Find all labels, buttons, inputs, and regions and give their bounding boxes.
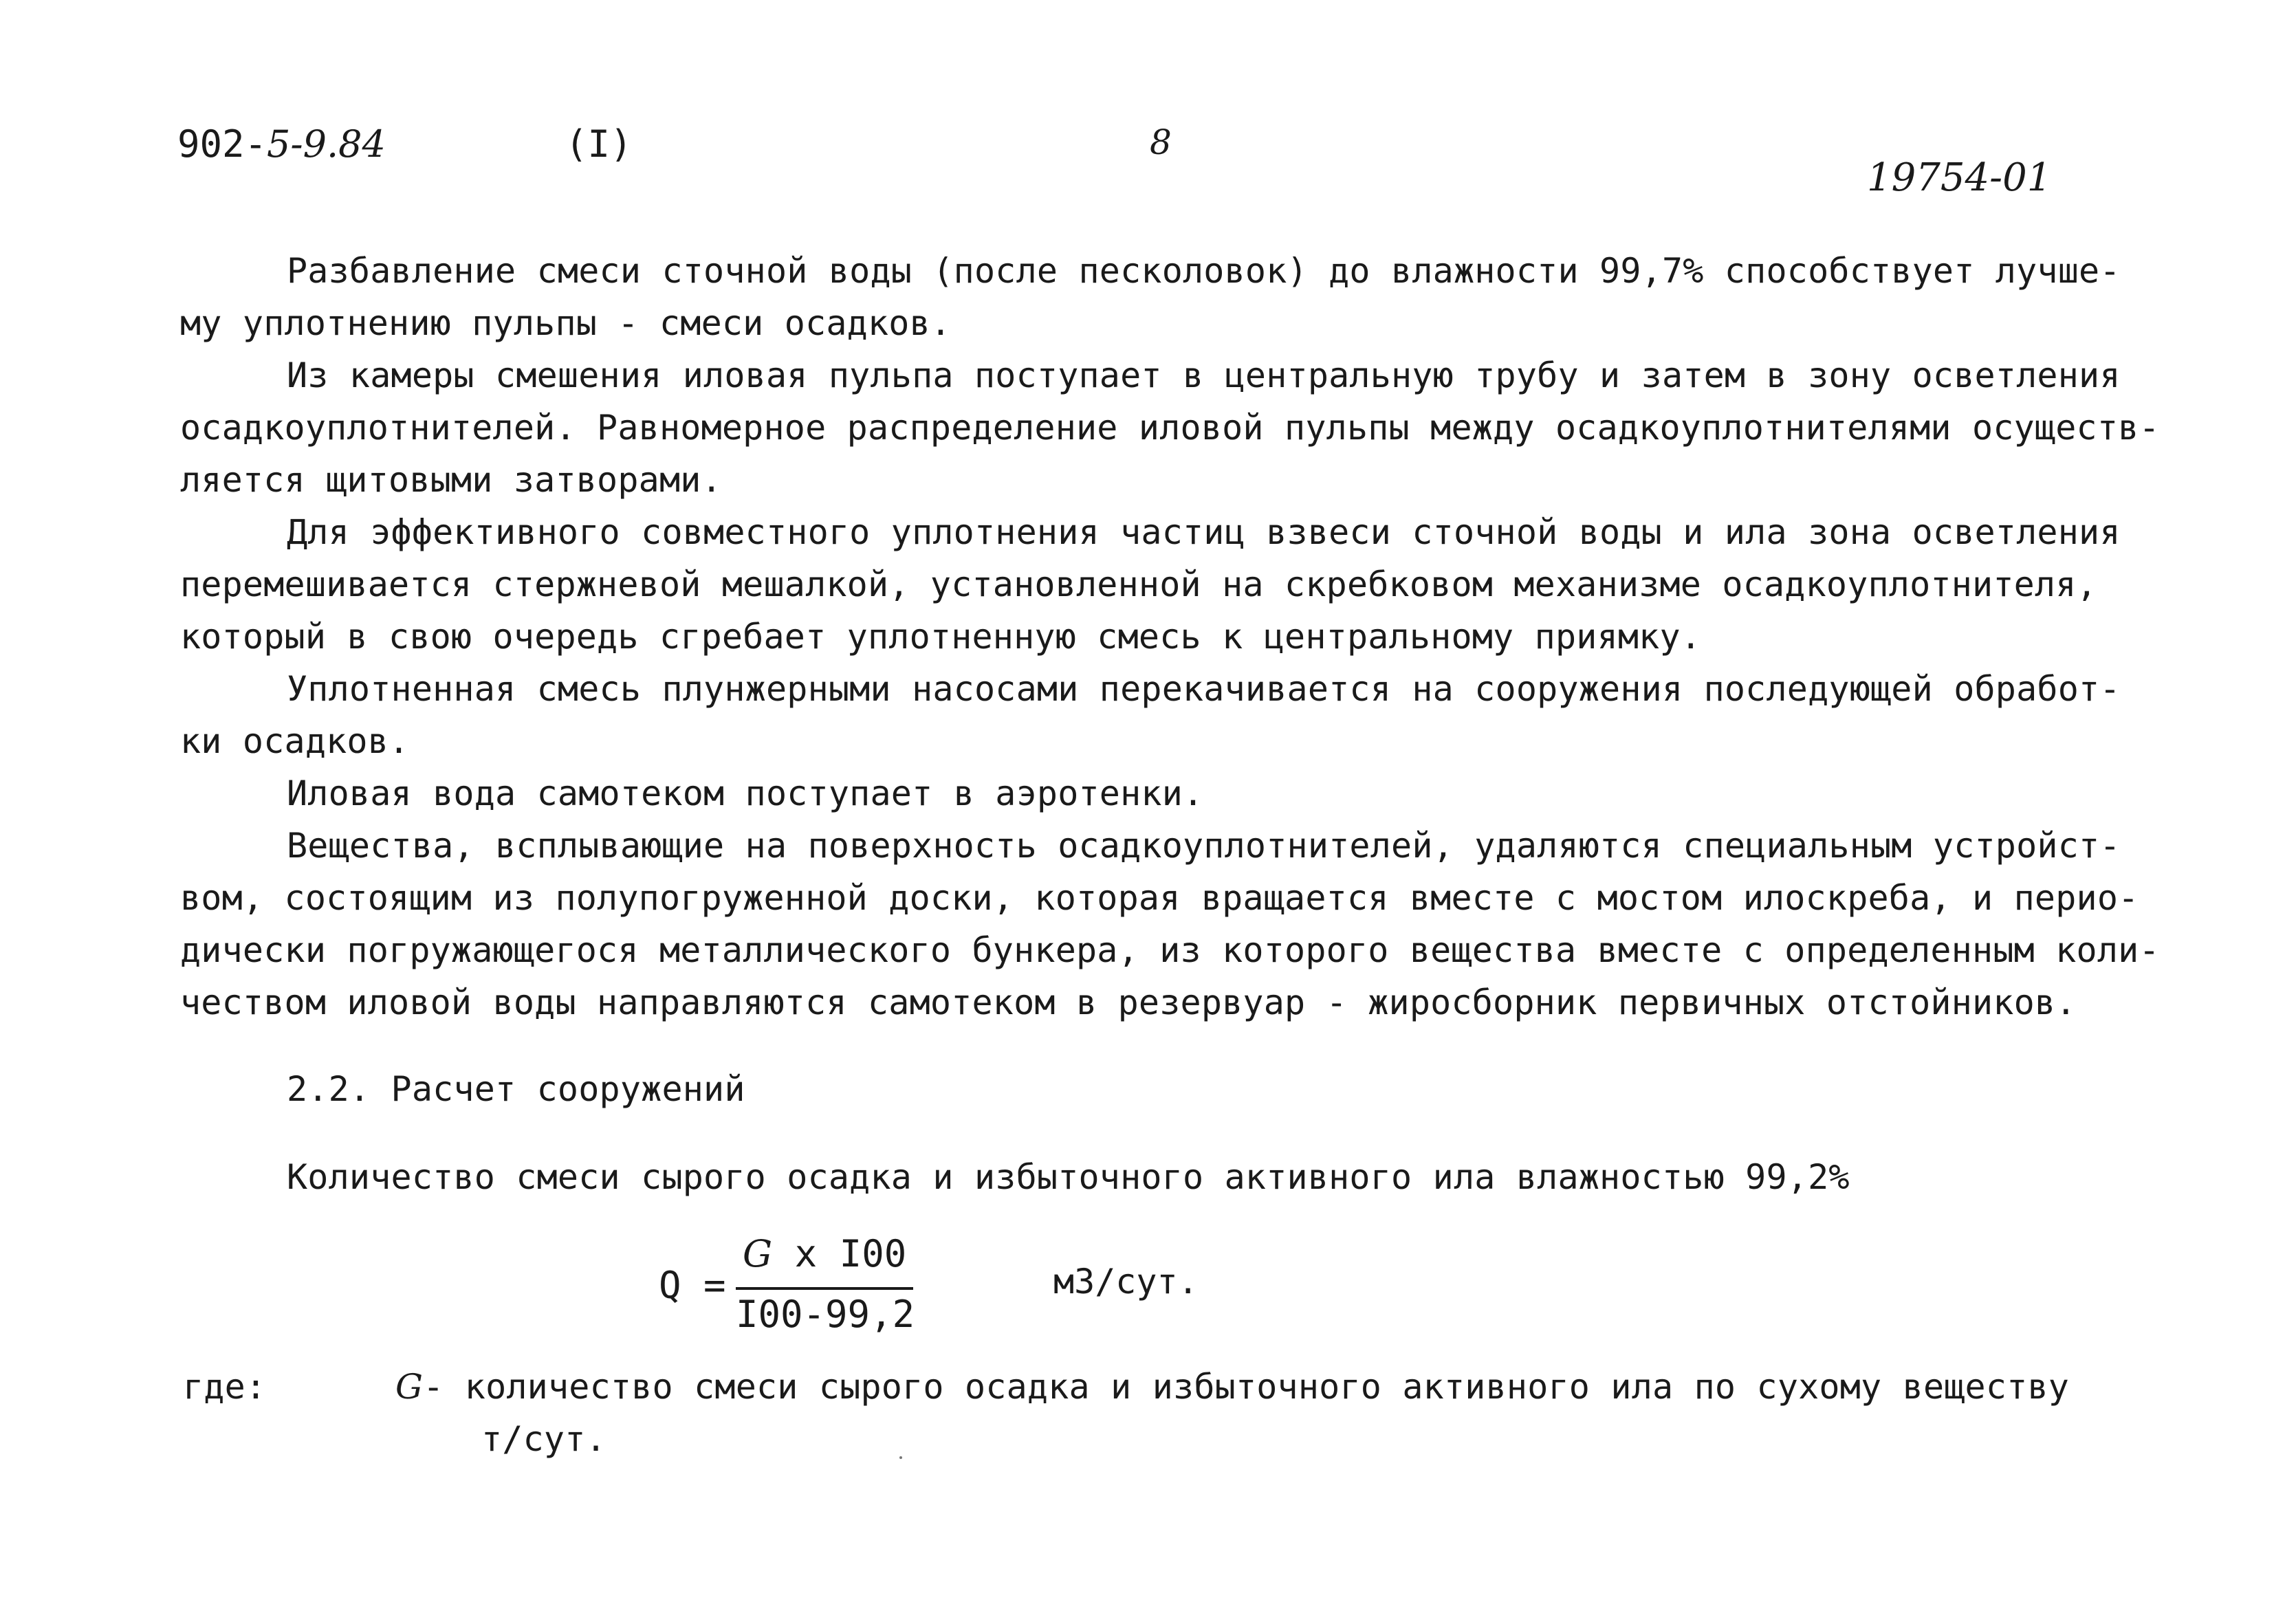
- body-line: Из камеры смешения иловая пульпа поступает в центральную трубу и затем в зону осветления: [287, 355, 2121, 395]
- body-line: Для эффективного совместного уплотнения частиц взвеси сточной воды и ила зона осветления: [287, 512, 2121, 552]
- body-line: Вещества, всплывающие на поверхность осадкоуплотнителей, удаляются специальным устройст-: [287, 826, 2121, 866]
- body-line: Уплотненная смесь плунжерными насосами перекачивается на сооружения последующей обработ-: [287, 669, 2121, 709]
- where-unit: т/сут.: [481, 1419, 606, 1459]
- formula-numerator: [743, 1232, 906, 1275]
- body-line: который в свою очередь сгребает уплотненную смесь к центральному приямку.: [180, 617, 1702, 657]
- doc-number-printed: 902-: [177, 122, 267, 166]
- body-line: ки осадков.: [180, 721, 410, 761]
- doc-number: [177, 122, 386, 166]
- body-line: вом, состоящим из полупогруженной доски, которая вращается вместе с мостом илоскреба, и перио-: [180, 878, 2139, 918]
- section-heading-text: 2.2. Расчет сооружений: [287, 1069, 745, 1109]
- part-number: (I): [565, 122, 633, 166]
- body-line: осадкоуплотнителей. Равномерное распределение иловой пульпы между осадкоуплотнителями осуществ-: [180, 408, 2160, 448]
- section-heading: [287, 1069, 745, 1109]
- body-line: дически погружающегося металлического бункера, из которого вещества вместе с определенным коли-: [180, 930, 2160, 970]
- section-intro: Количество смеси сырого осадка и избыточного активного ила влажностью 99,2%: [287, 1157, 1850, 1197]
- page-number: 8: [1150, 122, 1172, 162]
- formula-numerator-rest: x I00: [794, 1232, 907, 1275]
- formula-unit: м3/сут.: [1053, 1262, 1199, 1302]
- where-label: где:: [183, 1367, 267, 1407]
- body-line: Иловая вода самотеком поступает в аэротенки.: [287, 773, 1204, 813]
- where-var: G: [395, 1367, 424, 1407]
- formula-denominator: I00-99,2: [736, 1293, 915, 1336]
- where-text: - количество смеси сырого осадка и избыточного активного ила по сухому веществу: [423, 1367, 2070, 1407]
- body-line: перемешивается стержневой мешалкой, установленной на скребковом механизме осадкоуплотнителя,: [180, 564, 2097, 604]
- formula-lhs: Q =: [659, 1264, 726, 1307]
- body-line: Разбавление смеси сточной воды (после песколовок) до влажности 99,7% способствует лучше-: [287, 251, 2121, 291]
- body-line: му уплотнению пульпы - смеси осадков.: [180, 303, 952, 343]
- formula-numerator-var: G: [743, 1232, 773, 1275]
- inventory-number: 19754-01: [1867, 155, 2052, 200]
- doc-number-handwritten: 5-9.84: [267, 122, 386, 166]
- where-definition: [395, 1367, 2069, 1407]
- scan-speck: [899, 1456, 902, 1459]
- body-line: ляется щитовыми затворами.: [180, 460, 722, 500]
- fraction-bar: [736, 1287, 913, 1290]
- body-line: чеством иловой воды направляются самотеком в резервуар - жиросборник первичных отстойников.: [180, 983, 2077, 1022]
